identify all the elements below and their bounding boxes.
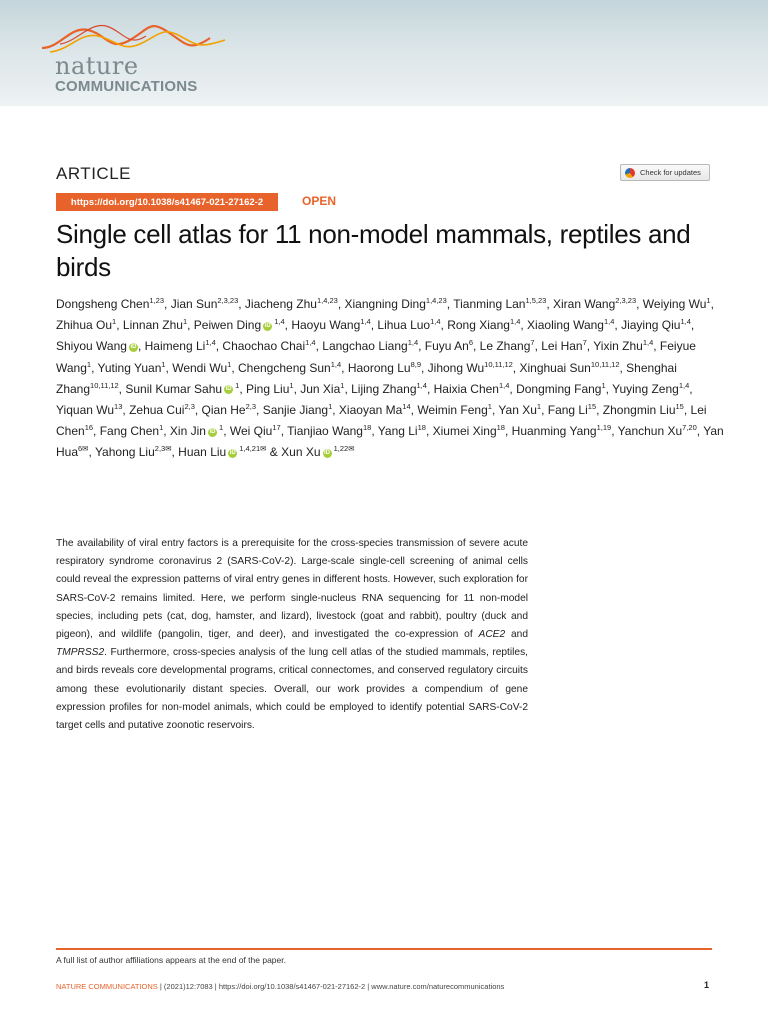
- author-entry[interactable]: [417, 403, 492, 417]
- author-affiliation-marker: 1,4: [498, 380, 510, 390]
- author-name: Jiacheng Zhu: [244, 297, 317, 311]
- author-affiliation-marker: 1: [536, 402, 542, 412]
- author-entry[interactable]: [612, 382, 689, 396]
- author-entry[interactable]: [129, 403, 195, 417]
- author-affiliation-marker: 6✉: [78, 444, 89, 454]
- affiliation-note: A full list of author affiliations appears at the end of the paper.: [56, 955, 286, 965]
- author-affiliation-marker: 1,4: [360, 317, 371, 327]
- author-list: Dongsheng Chen$^{1,23}$, Jian Sun$^{2,3,23}$, Jiacheng Zhu$^{1,4,23}$, Xiangning Ding$^{1,4,23}$, Tianming Lan$^{1,5,23}$, Xiran Wang$^{2,3,23}$, Weiying Wu$^1$, Zhihua Ou$^1$, Linnan Zhu$^1$, Peiwen Ding iD $^{1,4}$, Haoyu Wang$^{1,4}$, Lihua Luo$^{1,4}$, Rong Xiang$^{1,4}$, Xiaoling Wang$^{1,4}$, Jiaying Qiu$^{1,4}$, Shiyou Wang iD , Haimeng Li$^{1,4}$, Chaochao Chai$^{1,4}$, Langchao Liang$^{1,4}$, Fuyu An$^6$, Le Zhang$^7$, Lei Han$^7$, Yixin Zhu$^{1,4}$, Feiyue Wang$^1$, Yuting Yuan$^1$, Wendi Wu$^1$, Chengcheng Sun$^{1,4}$, Haorong Lu$^{8,9}$, Jihong Wu$^{10,11,12}$, Xinghuai Sun$^{10,11,12}$, Shenghai Zhang$^{10,11,12}$, Sunil Kumar Sahu iD $^1$, Ping Liu$^1$, Jun Xia$^1$, Lijing Zhang$^{1,4}$, Haixia Chen$^{1,4}$, Dongming Fang$^1$, Yuying Zeng$^{1,4}$, Yiquan Wu$^{13}$, Zehua Cui$^{2,3}$, Qian He$^{2,3}$, Sanjie Jiang$^1$, Xiaoyan Ma$^{14}$, Weimin Feng$^1$, Yan Xu$^1$, Fang Li$^{15}$, Zhongmin Liu$^{15}$, Lei Chen$^{16}$, Fang Chen$^1$, Xin Jin iD $^1$, Wei Qiu$^{17}$, Tianjiao Wang$^{18}$, Yang Li$^{18}$, Xiumei Xing$^{18}$, Huanming Yang$^{1,19}$, Yanchun Xu$^{7,20}$, Yan Hua$^{6✉}$, Yahong Liu$^{2,3✉}$, Huan Liu iD $^{1,4,21✉}$ & Xun Xu iD $^{1,22✉}$: [56, 296, 724, 460]
- journal-masthead: [0, 0, 768, 106]
- author-affiliation-marker: 1,4: [272, 317, 285, 327]
- author-affiliation-marker: 1: [233, 380, 240, 390]
- author-entry[interactable]: [434, 382, 510, 396]
- author-entry[interactable]: [322, 339, 418, 353]
- author-affiliation-marker: 1: [227, 359, 232, 369]
- author-name: Xiaoling Wang: [527, 318, 604, 333]
- orcid-icon[interactable]: iD: [209, 428, 216, 435]
- author-affiliation-marker: 15: [675, 402, 684, 412]
- author-affiliation-marker: 7: [530, 338, 535, 348]
- author-name: Dongming Fang: [516, 381, 602, 396]
- author-name: Jiaying Qiu: [621, 318, 681, 333]
- author-affiliation-marker: 16: [84, 423, 94, 433]
- author-name: Haoyu Wang: [291, 318, 361, 333]
- gene-name: TMPRSS2: [56, 647, 105, 659]
- author-affiliation-marker: 17: [272, 423, 281, 433]
- author-entry[interactable]: [621, 318, 691, 332]
- orcid-icon[interactable]: iD: [229, 449, 236, 456]
- author-name: Yixin Zhu: [593, 339, 643, 354]
- author-entry[interactable]: [291, 318, 370, 332]
- author-affiliation-marker: 1,4: [509, 317, 521, 327]
- author-affiliation-marker: 1,4: [205, 338, 216, 348]
- article-type-label: ARTICLE: [56, 164, 131, 183]
- author-entry[interactable]: [56, 318, 116, 332]
- author-separator: &: [269, 445, 282, 460]
- journal-logo-communications: COMMUNICATIONS: [55, 78, 198, 95]
- author-name: Dongsheng Chen: [56, 297, 150, 311]
- author-name: Jian Sun: [170, 297, 218, 311]
- author-entry[interactable]: [377, 318, 440, 332]
- author-entry[interactable]: [172, 361, 231, 375]
- author-entry[interactable]: [125, 382, 239, 396]
- article-title: Single cell atlas for 11 non-model mammals, reptiles and birds: [56, 219, 691, 282]
- check-for-updates-button[interactable]: [620, 164, 710, 181]
- author-affiliation-marker: 1,4,21✉: [237, 444, 267, 454]
- author-entry[interactable]: [300, 382, 344, 396]
- author-name: Yanchun Xu: [617, 424, 683, 439]
- author-entry[interactable]: [56, 339, 138, 353]
- orcid-icon[interactable]: iD: [130, 343, 137, 350]
- author-affiliation-marker: 1: [601, 380, 606, 390]
- author-affiliation-marker: 1: [328, 402, 333, 412]
- crossmark-icon: [625, 168, 635, 178]
- footer-journal-name: NATURE COMMUNICATIONS: [56, 982, 158, 991]
- author-affiliation-marker: 1,22✉: [331, 444, 355, 454]
- author-affiliation-marker: 10,11,12: [484, 359, 513, 369]
- author-entry[interactable]: [527, 318, 614, 332]
- doi-link[interactable]: https://doi.org/10.1038/s41467-021-27162-2: [56, 193, 278, 211]
- author-name: Haimeng Li: [144, 339, 206, 354]
- author-affiliation-marker: 1,4: [407, 338, 419, 348]
- author-affiliation-marker: 1: [289, 380, 294, 390]
- author-name: Fang Li: [547, 403, 588, 418]
- author-entry[interactable]: [56, 403, 122, 417]
- orcid-icon[interactable]: iD: [225, 386, 232, 393]
- author-entry[interactable]: [548, 403, 596, 417]
- author-affiliation-marker: 1,4: [305, 338, 316, 348]
- gene-name: ACE2: [478, 629, 506, 641]
- author-affiliation-marker: 10,11,12: [90, 380, 119, 390]
- author-name: Yang Li: [377, 424, 418, 439]
- author-affiliation-marker: 2,3: [184, 402, 195, 412]
- author-entry[interactable]: [230, 424, 281, 438]
- author-entry[interactable]: [345, 297, 447, 311]
- author-entry[interactable]: [95, 445, 172, 459]
- author-affiliation-marker: 1: [706, 296, 711, 305]
- article-abstract: The availability of viral entry factors is a prerequisite for the cross-species transmission of severe acute respiratory syndrome coronavirus 2 (SARS-CoV-2). Large-scale single-cell screening of animal cells could reveal the expression patterns of viral entry genes in different hosts. However, such exploration for SARS-CoV-2 remains limited. Here, we perform single-nucleus RNA sequencing for 11 non-model species, including pets (cat, dog, hamster, and lizard), livestock (goat and rabbit), poultry (duck and pigeon), and wildlife (pangolin, tiger, and deer), and investigated the co-expression of ACE2 and TMPRSS2. Furthermore, cross-species analysis of the lung cell atlas of the studied mammals, reptiles, and birds reveals core developmental programs, critical connectomes, and conserved regulatory circuits among these evolutionarily distant species. Overall, our work provides a compendium of gene expression profiles for non-model animals, which could be employed to identify potential SARS-CoV-2 target cells and putative zoonotic reservoirs.: [56, 538, 529, 732]
- author-name: Yuying Zeng: [612, 381, 679, 396]
- author-entry[interactable]: [339, 403, 411, 417]
- author-name: Yahong Liu: [94, 445, 155, 460]
- author-affiliation-marker: 2,3: [245, 402, 257, 412]
- author-affiliation-marker: 1,4,23: [316, 296, 338, 305]
- author-entry[interactable]: [593, 339, 653, 353]
- author-name: Tianming Lan: [453, 297, 526, 311]
- author-entry[interactable]: [171, 297, 239, 311]
- author-name: Lijing Zhang: [351, 381, 417, 396]
- author-affiliation-marker: 1,4: [430, 317, 441, 327]
- author-name: Chengcheng Sun: [237, 360, 331, 375]
- author-name: Yan Hua: [56, 424, 724, 460]
- author-affiliation-marker: 1,4: [330, 359, 342, 369]
- author-name: Haixia Chen: [433, 381, 499, 396]
- author-entry[interactable]: [56, 297, 164, 311]
- author-affiliation-marker: 1,23: [149, 296, 165, 305]
- author-name: Rong Xiang: [447, 318, 510, 333]
- author-affiliation-marker: 1: [487, 402, 492, 412]
- author-affiliation-marker: 10,11,12: [590, 359, 620, 369]
- author-entry[interactable]: [541, 339, 587, 353]
- footer-citation: | (2021)12:7083 | https://doi.org/10.1038/s41467-021-27162-2 | www.nature.com/naturecommunications: [157, 982, 505, 991]
- author-name: Xiran Wang: [553, 297, 616, 311]
- author-name: Sanjie Jiang: [262, 403, 329, 418]
- author-affiliation-marker: 6: [468, 338, 473, 348]
- author-name: Huan Liu: [178, 445, 227, 460]
- author-name: Zehua Cui: [129, 403, 185, 418]
- author-entry[interactable]: [100, 424, 164, 438]
- author-affiliation-marker: 1,4: [680, 317, 691, 327]
- author-entry[interactable]: [145, 339, 216, 353]
- author-name: Lei Chen: [56, 403, 707, 439]
- author-name: Zhihua Ou: [56, 318, 113, 333]
- author-entry[interactable]: [378, 424, 426, 438]
- author-name: Shiyou Wang: [56, 339, 127, 354]
- author-entry[interactable]: [98, 361, 166, 375]
- author-affiliation-marker: 1,4: [678, 380, 690, 390]
- author-entry[interactable]: [194, 318, 285, 332]
- orcid-icon[interactable]: iD: [324, 449, 331, 456]
- author-name: Xin Jin: [169, 424, 206, 439]
- author-entry[interactable]: [618, 424, 697, 438]
- author-name: Wendi Wu: [172, 360, 228, 375]
- author-name: Yiquan Wu: [56, 403, 115, 418]
- author-affiliation-marker: 2,3✉: [154, 444, 172, 454]
- author-name: Qian He: [201, 403, 246, 418]
- author-affiliation-marker: 1: [161, 359, 166, 369]
- author-entry[interactable]: [222, 339, 315, 353]
- author-entry[interactable]: [246, 382, 294, 396]
- author-affiliation-marker: 1,4: [603, 317, 615, 327]
- author-entry[interactable]: [170, 424, 223, 438]
- author-entry[interactable]: [498, 403, 541, 417]
- author-name: Weimin Feng: [417, 403, 488, 418]
- check-for-updates-label: Check for updates: [640, 168, 701, 177]
- author-entry[interactable]: [480, 339, 535, 353]
- author-affiliation-marker: 1: [159, 423, 164, 433]
- author-affiliation-marker: 1: [182, 317, 188, 327]
- footer-divider: [56, 948, 712, 950]
- author-name: Huanming Yang: [511, 424, 597, 439]
- author-name: Weiying Wu: [642, 297, 707, 311]
- author-affiliation-marker: 18: [496, 423, 505, 433]
- author-name: Xiumei Xing: [432, 424, 497, 439]
- author-entry[interactable]: [281, 445, 354, 459]
- author-name: Sunil Kumar Sahu: [125, 381, 223, 396]
- author-affiliation-marker: 1,5,23: [525, 296, 547, 305]
- author-name: Lei Han: [541, 339, 583, 354]
- author-affiliation-marker: 18: [362, 423, 372, 433]
- author-entry[interactable]: [643, 297, 711, 311]
- author-name: Fuyu An: [424, 339, 469, 354]
- author-name: Wei Qiu: [229, 424, 273, 439]
- author-name: Yuting Yuan: [97, 360, 162, 375]
- author-entry[interactable]: [202, 403, 256, 417]
- author-name: Xun Xu: [281, 445, 321, 460]
- author-entry[interactable]: [245, 297, 338, 311]
- author-name: Jun Xia: [300, 381, 341, 396]
- author-name: Chaochao Chai: [222, 339, 306, 354]
- author-name: Shenghai Zhang: [56, 360, 677, 396]
- author-name: Yan Xu: [498, 403, 537, 418]
- author-affiliation-marker: 1,19: [596, 423, 612, 433]
- author-affiliation-marker: 1: [112, 317, 117, 327]
- author-name: Le Zhang: [479, 339, 531, 354]
- author-affiliation-marker: 8,9: [410, 359, 421, 369]
- author-affiliation-marker: 2,3,23: [615, 296, 637, 305]
- author-entry[interactable]: [263, 403, 333, 417]
- author-affiliation-marker: 1: [216, 423, 224, 433]
- author-name: Ping Liu: [246, 381, 290, 396]
- author-affiliation-marker: 1,4,23: [425, 296, 447, 305]
- author-entry[interactable]: [348, 361, 421, 375]
- author-entry[interactable]: [123, 318, 187, 332]
- author-name: Tianjiao Wang: [287, 424, 363, 439]
- author-entry[interactable]: [519, 361, 619, 375]
- orcid-icon[interactable]: iD: [264, 322, 271, 329]
- author-affiliation-marker: 1: [86, 359, 92, 369]
- author-affiliation-marker: 15: [587, 402, 597, 412]
- author-affiliation-marker: 13: [114, 402, 123, 412]
- page-footer: [56, 982, 504, 991]
- author-name: Feiyue Wang: [56, 339, 696, 375]
- author-entry[interactable]: [425, 339, 473, 353]
- author-name: Jihong Wu: [427, 360, 485, 375]
- author-affiliation-marker: 1: [340, 380, 345, 390]
- author-affiliation-marker: 18: [417, 423, 426, 433]
- author-name: Lihua Luo: [377, 318, 431, 333]
- author-affiliation-marker: 1,4: [642, 338, 654, 348]
- author-entry[interactable]: [287, 424, 371, 438]
- author-affiliation-marker: 14: [402, 402, 411, 412]
- open-access-label: OPEN: [302, 194, 337, 208]
- author-entry[interactable]: [238, 361, 341, 375]
- author-name: Xinghuai Sun: [519, 360, 591, 375]
- author-affiliation-marker: 2,3,23: [217, 296, 239, 305]
- author-affiliation-marker: 1,4: [416, 380, 427, 390]
- author-affiliation-marker: 7,20: [682, 423, 697, 433]
- author-name: Linnan Zhu: [122, 318, 183, 333]
- author-entry[interactable]: [453, 297, 546, 311]
- author-name: Haorong Lu: [347, 360, 411, 375]
- author-affiliation-marker: 7: [582, 338, 587, 348]
- page-number: 1: [704, 980, 710, 990]
- author-name: Xiangning Ding: [344, 297, 426, 311]
- author-name: Xiaoyan Ma: [338, 403, 403, 418]
- author-entry[interactable]: [351, 382, 427, 396]
- journal-logo-nature: nature: [55, 52, 139, 80]
- author-entry[interactable]: [516, 382, 606, 396]
- author-name: Langchao Liang: [322, 339, 408, 354]
- author-name: Zhongmin Liu: [602, 403, 676, 418]
- author-name: Peiwen Ding: [193, 318, 262, 333]
- author-entry[interactable]: [428, 361, 513, 375]
- author-entry[interactable]: [178, 445, 266, 459]
- author-entry[interactable]: [603, 403, 684, 417]
- author-entry[interactable]: [433, 424, 505, 438]
- author-name: Fang Chen: [99, 424, 160, 439]
- author-entry[interactable]: [553, 297, 636, 311]
- author-entry[interactable]: [447, 318, 520, 332]
- author-entry[interactable]: [512, 424, 612, 438]
